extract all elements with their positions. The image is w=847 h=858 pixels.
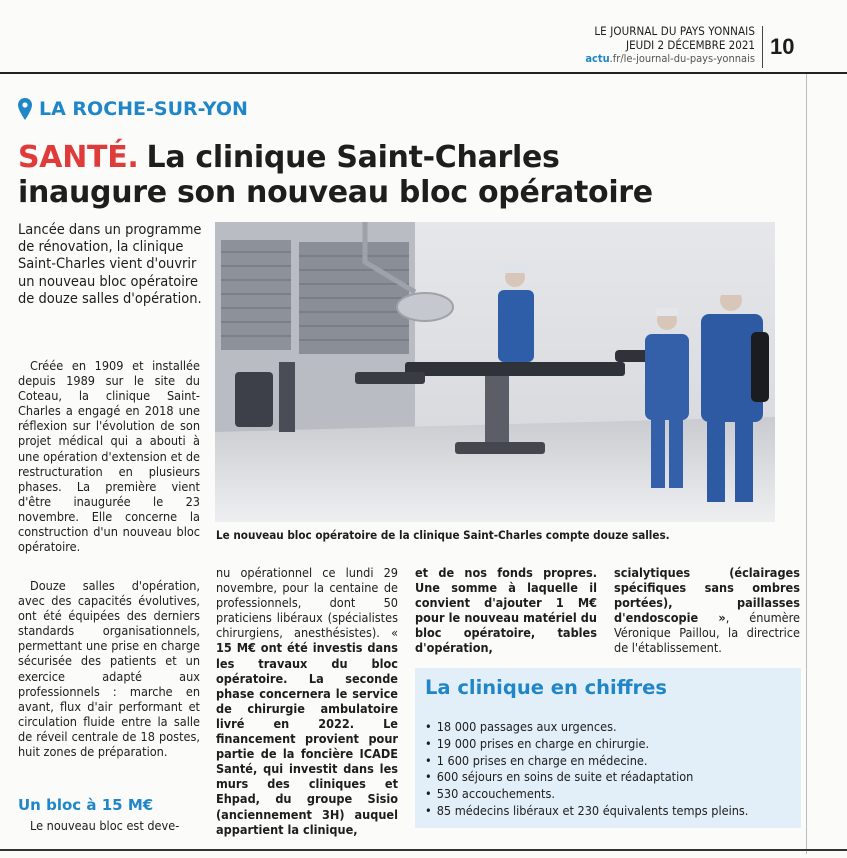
website-url[interactable] <box>585 52 755 65</box>
section-subhead: Un bloc à 15 M€ <box>18 796 154 814</box>
publication-name: LE JOURNAL DU PAYS YONNAIS <box>594 24 755 38</box>
headline-title: La clinique Saint-Charles inaugure son nouveau bloc opératoire <box>18 140 653 210</box>
body-paragraph-3: Le nouveau bloc est deve- <box>30 818 180 833</box>
url-path: .fr/le-journal-du-pays-yonnais <box>609 52 755 65</box>
body-paragraph-1: Créée en 1909 et installée depuis 1989 sur le site du Coteau, la clinique Saint-Charles a engagé en 2018 une réflexion sur l'évolution de son projet médical qui a abouti à une opération d'extension et de restructuration en plusieurs phases. La première vient d'être inaugurée le 23 novembre. Elle concerne la construction d'un nouveau bloc opératoire. <box>18 358 200 555</box>
body-column-2: nu opérationnel ce lundi 29 novembre, pour la centaine de professionnels, dont 50 praticiens libéraux (spécialistes chirurgiens, anesthésistes). « 15 M€ ont été investis dans les travaux du bloc opératoire. La seconde phase concernera le service de chirurgie ambulatoire livré en 2022. Le financement provient pour partie de la foncière ICADE Santé, qui investit dans les murs des cliniques et Ehpad, du groupe Sisio (anciennement 3H) auquel appartient la clinique, <box>216 565 398 837</box>
operating-room-illustration <box>215 222 775 522</box>
body-column-3: et de nos fonds propres. Une somme à laquelle il convient d'ajouter 1 M€ pour le nouveau matériel du bloc opératoire, tables d'opération, <box>415 565 597 656</box>
headline-kicker: SANTÉ. <box>18 140 139 175</box>
list-item: • 85 médecins libéraux et 230 équivalents temps pleins. <box>425 803 795 820</box>
list-item: • 19 000 prises en charge en chirurgie. <box>425 736 795 753</box>
header-rule <box>0 72 847 74</box>
body-paragraph-2: Douze salles d'opération, avec des capacités évolutives, ont été équipées des derniers standards organisationnels, permettant une prise en charge sécurisée des patients et un exercice adapté aux professionnels : marche en avant, flux d'air performant et circulation fluide entre la salle de réveil centrale de 18 postes, huit zones de préparation. <box>18 578 200 760</box>
article-headline <box>18 140 718 210</box>
operating-room-photo <box>215 222 775 522</box>
key-figures-title: La clinique en chiffres <box>425 676 667 699</box>
body-column-4: scialytiques (éclairages spécifiques sans ombres portées), paillasses d'endoscopie », énumère Véronique Paillou, la directrice de l'établissement. <box>614 565 800 656</box>
page-margin-rule <box>806 74 807 854</box>
map-pin-icon <box>18 98 32 120</box>
footer-rule <box>0 849 847 851</box>
header-divider <box>762 26 763 68</box>
location-tag <box>18 98 248 120</box>
list-item: • 530 accouchements. <box>425 786 795 803</box>
url-brand: actu <box>585 52 610 65</box>
article-lead: Lancée dans un programme de rénovation, la clinique Saint-Charles vient d'ouvrir un nouveau bloc opératoire de douze salles d'opération. <box>18 222 202 307</box>
page-number: 10 <box>770 34 795 59</box>
issue-date: JEUDI 2 DÉCEMBRE 2021 <box>626 38 755 52</box>
photo-caption: Le nouveau bloc opératoire de la clinique Saint-Charles compte douze salles. <box>216 528 670 542</box>
location-name: LA ROCHE-SUR-YON <box>39 98 248 120</box>
list-item: • 1 600 prises en charge en médecine. <box>425 753 795 770</box>
key-figures-list <box>425 719 795 820</box>
list-item: • 600 séjours en soins de suite et réadaptation <box>425 769 795 786</box>
list-item: • 18 000 passages aux urgences. <box>425 719 795 736</box>
